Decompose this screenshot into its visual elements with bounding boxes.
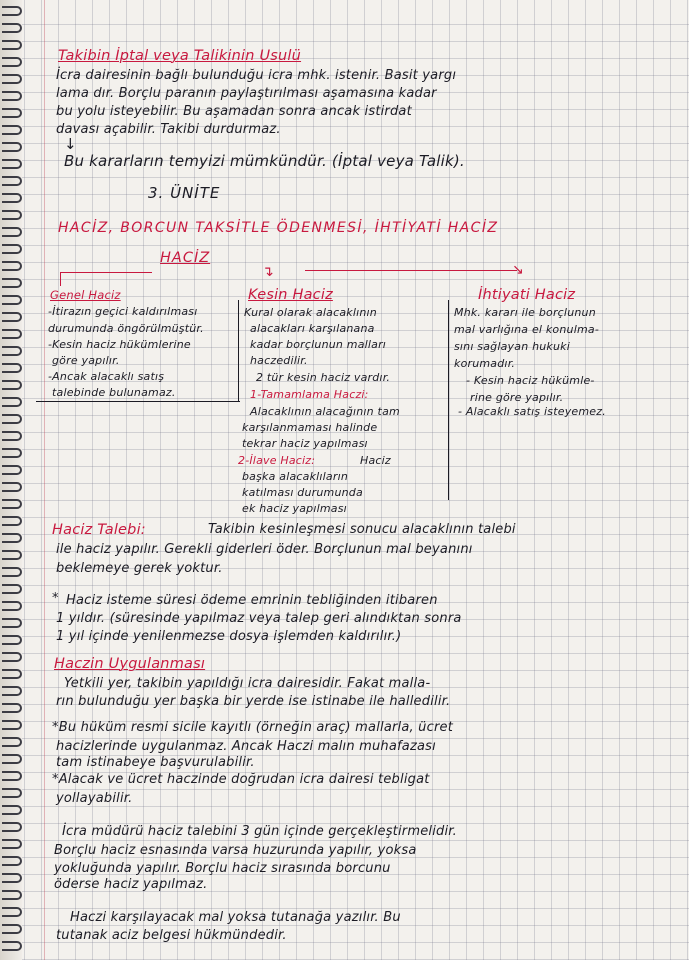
spiral-ring — [2, 890, 22, 900]
spiral-ring — [2, 278, 22, 288]
spiral-ring — [2, 669, 22, 679]
haciz-isteme-line: 1 yıldır. (süresinde yapılmaz veya talep geri alındıktan sonra — [56, 611, 462, 626]
genel-line: -Kesin haciz hükümlerine — [48, 338, 191, 351]
unit-subheading: HACİZ — [160, 250, 211, 266]
spiral-ring — [2, 312, 22, 322]
spiral-ring — [2, 329, 22, 339]
ihtiyati-line: rine göre yapılır. — [470, 391, 564, 404]
star-icon: * — [52, 591, 59, 606]
spiral-ring — [2, 363, 22, 373]
kesin-line: başka alacaklıların — [242, 470, 349, 483]
spiral-ring — [2, 924, 22, 934]
genel-line: -Ancak alacaklı satış — [48, 370, 165, 383]
uygulama-note-line: *Bu hüküm resmi sicile kayıtlı (örneğin araç) mallarla, ücret — [52, 720, 454, 735]
spiral-ring — [2, 482, 22, 492]
column-title-kesin: Kesin Haciz — [248, 287, 333, 303]
unit-heading: HACİZ, BORCUN TAKSİTLE ÖDENMESİ, İHTİYATİ HACİZ — [58, 220, 499, 236]
uygulama-line: Yetkili yer, takibin yapıldığı icra dairesidir. Fakat malla- — [64, 676, 431, 691]
spiral-ring — [2, 227, 22, 237]
haczin-uygulanmasi-title: Haczin Uygulanması — [54, 656, 206, 672]
connector-right — [305, 270, 517, 271]
uygulama-note-line: yollayabilir. — [56, 791, 133, 806]
genel-line: durumunda öngörülmüştür. — [48, 322, 204, 335]
spiral-ring — [2, 193, 22, 203]
spiral-ring — [2, 448, 22, 458]
haciz-talebi-line: Takibin kesinleşmesi sonucu alacaklının talebi — [208, 522, 516, 537]
aciz-line: tutanak aciz belgesi hükmündedir. — [56, 928, 287, 943]
genel-line: göre yapılır. — [52, 354, 120, 367]
connector-left — [60, 272, 152, 273]
spiral-ring — [2, 907, 22, 917]
intro-line: davası açabilir. Takibi durdurmaz. — [56, 122, 281, 137]
kesin-line: alacakları karşılanana — [250, 322, 375, 335]
icra-muduru-line: yokluğunda yapılır. Borçlu haciz sırasında borcunu — [54, 861, 391, 876]
spiral-ring — [2, 244, 22, 254]
spiral-ring — [2, 533, 22, 543]
spiral-ring — [2, 176, 22, 186]
spiral-ring — [2, 431, 22, 441]
spiral-ring — [2, 567, 22, 577]
spiral-ring — [2, 703, 22, 713]
spiral-ring — [2, 108, 22, 118]
icra-muduru-line: Borçlu haciz esnasında varsa huzurunda yapılır, yoksa — [54, 843, 417, 858]
uygulama-note-line: *Alacak ve ücret haczinde doğrudan icra dairesi tebligat — [52, 772, 430, 787]
haciz-talebi-line: beklemeye gerek yoktur. — [56, 561, 223, 576]
haciz-isteme-line: Haciz isteme süresi ödeme emrinin tebliğinden itibaren — [66, 593, 438, 608]
spiral-ring — [2, 771, 22, 781]
spiral-ring — [2, 40, 22, 50]
spiral-ring — [2, 584, 22, 594]
section-title: Takibin İptal veya Talikinin Usulü — [58, 48, 302, 64]
column-title-ihtiyati: İhtiyati Haciz — [478, 287, 576, 303]
uygulama-note-line: hacizlerinde uygulanmaz. Ancak Haczi malın muhafazası — [56, 739, 436, 754]
kesin-line: karşılanmaması halinde — [242, 421, 378, 434]
spiral-ring — [2, 601, 22, 611]
spiral-ring — [2, 6, 22, 16]
ihtiyati-line: sını sağlayan hukuki — [454, 340, 570, 353]
icra-muduru-line: İcra müdürü haciz talebini 3 gün içinde gerçekleştirmelidir. — [62, 824, 457, 839]
spiral-ring — [2, 516, 22, 526]
haciz-talebi-label: Haciz Talebi: — [52, 522, 146, 538]
connector-left-drop — [60, 272, 61, 286]
spiral-ring — [2, 210, 22, 220]
kesin-line: tekrar haciz yapılması — [242, 437, 368, 450]
spiral-ring — [2, 465, 22, 475]
spiral-ring — [2, 856, 22, 866]
spiral-ring — [2, 873, 22, 883]
spiral-ring — [2, 74, 22, 84]
spiral-ring — [2, 125, 22, 135]
intro-line: lama dır. Borçlu paranın paylaştırılması aşamasına kadar — [56, 86, 437, 101]
genel-line: talebinde bulunamaz. — [52, 386, 176, 399]
ihtiyati-line: - Kesin haciz hükümle- — [466, 374, 595, 387]
icra-muduru-line: öderse haciz yapılmaz. — [54, 877, 208, 892]
spiral-ring — [2, 380, 22, 390]
haciz-isteme-line: 1 yıl içinde yenilenmezse dosya işlemden kaldırılır.) — [56, 629, 402, 644]
haciz-talebi-line: ile haciz yapılır. Gerekli giderleri öder. Borçlunun mal beyanını — [56, 542, 473, 557]
kesin-line: 2 tür kesin haciz vardır. — [256, 371, 391, 384]
spiral-ring — [2, 839, 22, 849]
spiral-ring — [2, 941, 22, 951]
spiral-ring — [2, 346, 22, 356]
uygulama-note-line: tam istinabeye başvurulabilir. — [56, 755, 255, 770]
kesin-subtitle-tamamlama: 1-Tamamlama Haczi: — [250, 388, 369, 401]
arrow-down-icon: ↴ — [262, 264, 274, 280]
spiral-ring — [2, 499, 22, 509]
spiral-ring — [2, 261, 22, 271]
spiral-ring — [2, 754, 22, 764]
kesin-subtitle-ilave: 2-İlave Haciz: — [238, 454, 316, 467]
kesin-line: Haciz — [360, 454, 391, 467]
margin-line — [44, 0, 45, 960]
spiral-binding — [0, 0, 22, 960]
spiral-ring — [2, 822, 22, 832]
spiral-ring — [2, 91, 22, 101]
kesin-line: Kural olarak alacaklının — [244, 306, 377, 319]
column-divider — [238, 300, 239, 402]
uygulama-line: rın bulunduğu yer başka bir yerde ise istinabe ile halledilir. — [56, 694, 451, 709]
kesin-line: kadar borçlunun malları — [250, 338, 387, 351]
ihtiyati-line: - Alacaklı satış isteyemez. — [458, 405, 606, 418]
spiral-ring — [2, 686, 22, 696]
spiral-ring — [2, 23, 22, 33]
spiral-ring — [2, 635, 22, 645]
spiral-ring — [2, 142, 22, 152]
aciz-line: Haczi karşılayacak mal yoksa tutanağa yazılır. Bu — [70, 910, 401, 925]
spiral-ring — [2, 618, 22, 628]
spiral-ring — [2, 295, 22, 305]
kesin-line: katılması durumunda — [242, 486, 363, 499]
spiral-ring — [2, 788, 22, 798]
spiral-ring — [2, 652, 22, 662]
down-arrow-icon: ↓ — [64, 135, 77, 153]
ihtiyati-line: mal varlığına el konulma- — [454, 323, 599, 336]
intro-line: bu yolu isteyebilir. Bu aşamadan sonra ancak istirdat — [56, 104, 412, 119]
spiral-ring — [2, 414, 22, 424]
spiral-ring — [2, 720, 22, 730]
column-divider — [448, 300, 449, 500]
spiral-ring — [2, 397, 22, 407]
intro-note: Bu kararların temyizi mümkündür. (İptal veya Talik). — [64, 152, 465, 170]
spiral-ring — [2, 805, 22, 815]
kesin-line: ek haciz yapılması — [242, 502, 347, 515]
kesin-line: Alacaklının alacağının tam — [250, 405, 400, 418]
intro-line: İcra dairesinin bağlı bulunduğu icra mhk. istenir. Basit yargı — [56, 68, 457, 83]
spiral-ring — [2, 550, 22, 560]
ihtiyati-line: korumadır. — [454, 357, 516, 370]
column-title-genel: Genel Haciz — [50, 288, 121, 302]
arrow-right-down-icon: ↘ — [512, 262, 524, 278]
column-bottom-rule — [36, 401, 240, 402]
spiral-ring — [2, 159, 22, 169]
genel-line: -İtirazın geçici kaldırılması — [48, 305, 198, 318]
spiral-ring — [2, 57, 22, 67]
unit-number: 3. ÜNİTE — [148, 184, 221, 202]
ihtiyati-line: Mhk. kararı ile borçlunun — [454, 306, 596, 319]
kesin-line: haczedilir. — [250, 354, 308, 367]
spiral-ring — [2, 737, 22, 747]
